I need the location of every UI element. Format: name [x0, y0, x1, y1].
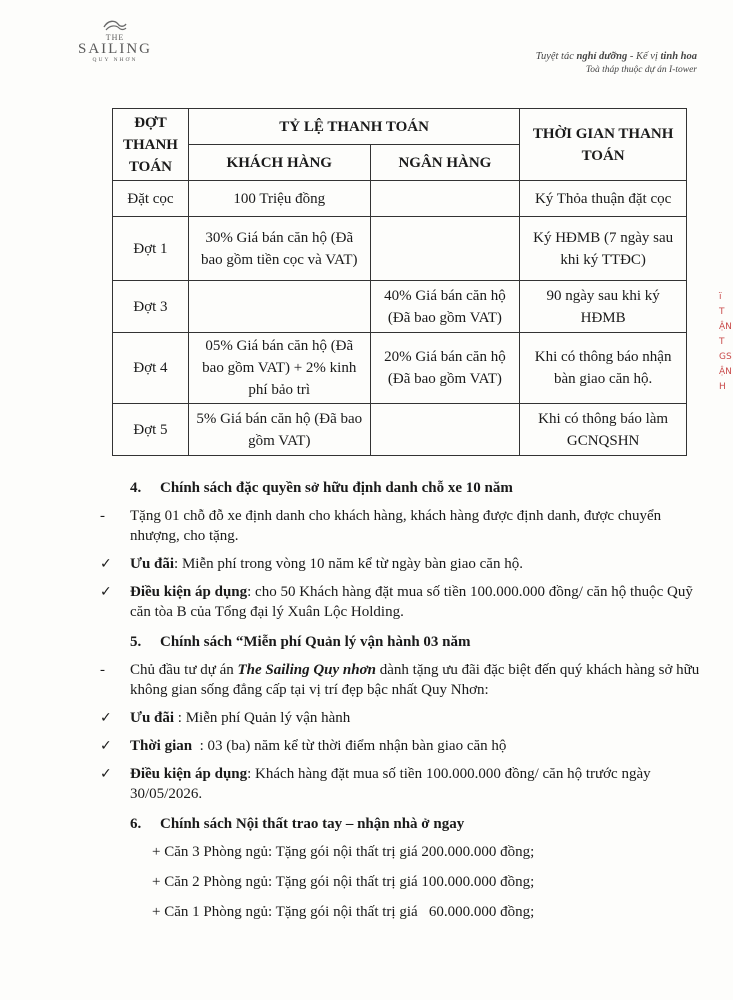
table-row	[113, 181, 687, 217]
dash-bullet: -	[100, 662, 105, 678]
tagline-line2: Toà tháp thuộc dự án I-tower	[585, 65, 697, 75]
checkmark-icon: ✓	[100, 766, 112, 782]
section-5-offer	[100, 708, 700, 728]
col-header-customer: KHÁCH HÀNG	[188, 145, 370, 181]
payment-schedule-table	[112, 108, 687, 456]
condition-label: Điều kiện áp dụng	[130, 584, 248, 600]
cell-batch: Đợt 1	[113, 217, 189, 281]
cell-customer: 5% Giá bán căn hộ (Đã bao gồm VAT)	[188, 404, 370, 456]
dash-bullet: -	[100, 508, 105, 524]
cell-batch: Đợt 3	[113, 281, 189, 333]
offer-text: : Miễn phí trong vòng 10 năm kể từ ngày bàn giao căn hộ.	[174, 556, 523, 572]
cell-bank	[370, 217, 520, 281]
bullet-text-pre: Chủ đầu tư dự án	[130, 662, 238, 678]
stamp-text: T	[719, 337, 725, 347]
cell-time: Ký HĐMB (7 ngày sau khi ký TTĐC)	[520, 217, 687, 281]
col-header-time: THỜI GIAN THANH TOÁN	[520, 109, 687, 181]
stamp-text: ẬN	[719, 322, 732, 332]
section-5-bullet	[100, 660, 700, 700]
checkmark-icon: ✓	[100, 738, 112, 754]
cell-time: Khi có thông báo làm GCNQSHN	[520, 404, 687, 456]
section-title: Chính sách “Miễn phí Quản lý vận hành 03 năm	[160, 634, 471, 650]
cell-batch: Đặt cọc	[113, 181, 189, 217]
stamp-text: T	[719, 307, 725, 317]
table-row	[113, 281, 687, 333]
section-title: Chính sách đặc quyền sở hữu định danh chỗ xe 10 năm	[160, 480, 513, 496]
cell-batch: Đợt 5	[113, 404, 189, 456]
brand-logo	[70, 18, 160, 64]
project-name: The Sailing Quy nhơn	[237, 662, 377, 678]
cell-time: 90 ngày sau khi ký HĐMB	[520, 281, 687, 333]
cell-bank	[370, 404, 520, 456]
section-5-time	[100, 736, 700, 756]
checkmark-icon: ✓	[100, 710, 112, 726]
time-text: : 03 (ba) năm kể từ thời điểm nhận bàn giao căn hộ	[192, 738, 507, 754]
cell-customer	[188, 281, 370, 333]
cell-bank: 20% Giá bán căn hộ (Đã bao gồm VAT)	[370, 333, 520, 404]
stamp-text: H	[719, 382, 726, 392]
condition-text: : cho 50 Khách hàng đặt mua số tiền 100.000.000 đồng/ căn hộ thuộc Quỹ căn tòa B của Tổng đại lý Xuân Lộc Holding.	[130, 584, 693, 620]
list-item: + Căn 3 Phòng ngủ: Tặng gói nội thất trị giá 200.000.000 đồng;	[152, 844, 535, 860]
offer-label: Ưu đãi	[130, 710, 175, 726]
offer-text: : Miễn phí Quản lý vận hành	[174, 710, 351, 726]
cell-customer: 100 Triệu đồng	[188, 181, 370, 217]
stamp-text: ï	[719, 292, 722, 302]
policy-body	[100, 478, 700, 932]
tagline-line1: Tuyệt tác nghỉ dưỡng - Kế vị tinh hoa	[535, 51, 697, 62]
table-row	[113, 217, 687, 281]
condition-label: Điều kiện áp dụng	[130, 766, 248, 782]
wave-logo-icon	[101, 18, 129, 34]
logo-name: SAILING	[78, 41, 152, 57]
section-4-condition	[100, 582, 700, 622]
col-header-batch: ĐỢT THANH TOÁN	[113, 109, 189, 181]
checkmark-icon: ✓	[100, 556, 112, 572]
list-item: + Căn 2 Phòng ngủ: Tặng gói nội thất trị giá 100.000.000 đồng;	[152, 874, 535, 890]
cell-batch: Đợt 4	[113, 333, 189, 404]
red-stamp-fragment	[719, 290, 733, 395]
section-number: 6.	[130, 816, 142, 832]
logo-the: THE	[105, 33, 125, 42]
logo-subtitle: QUY NHƠN	[92, 57, 138, 63]
condition-text: : Khách hàng đặt mua số tiền 100.000.000 đồng/ căn hộ trước ngày 30/05/2026.	[130, 766, 651, 802]
stamp-text: GS	[719, 352, 732, 362]
section-5-heading	[130, 632, 700, 652]
section-title: Chính sách Nội thất trao tay – nhận nhà ở ngay	[160, 816, 465, 832]
checkmark-icon: ✓	[100, 584, 112, 600]
cell-bank	[370, 181, 520, 217]
list-item: + Căn 1 Phòng ngủ: Tặng gói nội thất trị giá 60.000.000 đồng;	[152, 904, 535, 920]
bullet-text-post: dành tặng ưu đãi đặc biệt đến quý khách hàng sở hữu không gian sống đẳng cấp tại vị trí đẹp bậc nhất Quy Nhơn:	[130, 662, 700, 698]
cell-bank: 40% Giá bán căn hộ (Đã bao gồm VAT)	[370, 281, 520, 333]
section-number: 5.	[130, 634, 142, 650]
header-tagline	[536, 50, 697, 76]
section-6-heading	[130, 814, 700, 834]
col-header-rate: TỶ LỆ THANH TOÁN	[188, 109, 519, 145]
bullet-text: Tặng 01 chỗ đỗ xe định danh cho khách hàng, khách hàng được định danh, được chuyển nhượng, cho tặng.	[130, 508, 662, 544]
cell-time: Khi có thông báo nhận bàn giao căn hộ.	[520, 333, 687, 404]
section-4-offer	[100, 554, 700, 574]
section-4-bullet	[100, 506, 700, 546]
cell-customer: 30% Giá bán căn hộ (Đã bao gồm tiền cọc và VAT)	[188, 217, 370, 281]
section-number: 4.	[130, 480, 142, 496]
col-header-bank: NGÂN HÀNG	[370, 145, 520, 181]
stamp-text: ẬN	[719, 367, 732, 377]
time-label: Thời gian	[130, 738, 193, 754]
table-row	[113, 404, 687, 456]
section-5-condition	[100, 764, 700, 804]
section-4-heading	[130, 478, 700, 498]
offer-label: Ưu đãi	[130, 556, 175, 572]
cell-time: Ký Thỏa thuận đặt cọc	[520, 181, 687, 217]
cell-customer: 05% Giá bán căn hộ (Đã bao gồm VAT) + 2% kinh phí bảo trì	[188, 333, 370, 404]
table-row	[113, 333, 687, 404]
